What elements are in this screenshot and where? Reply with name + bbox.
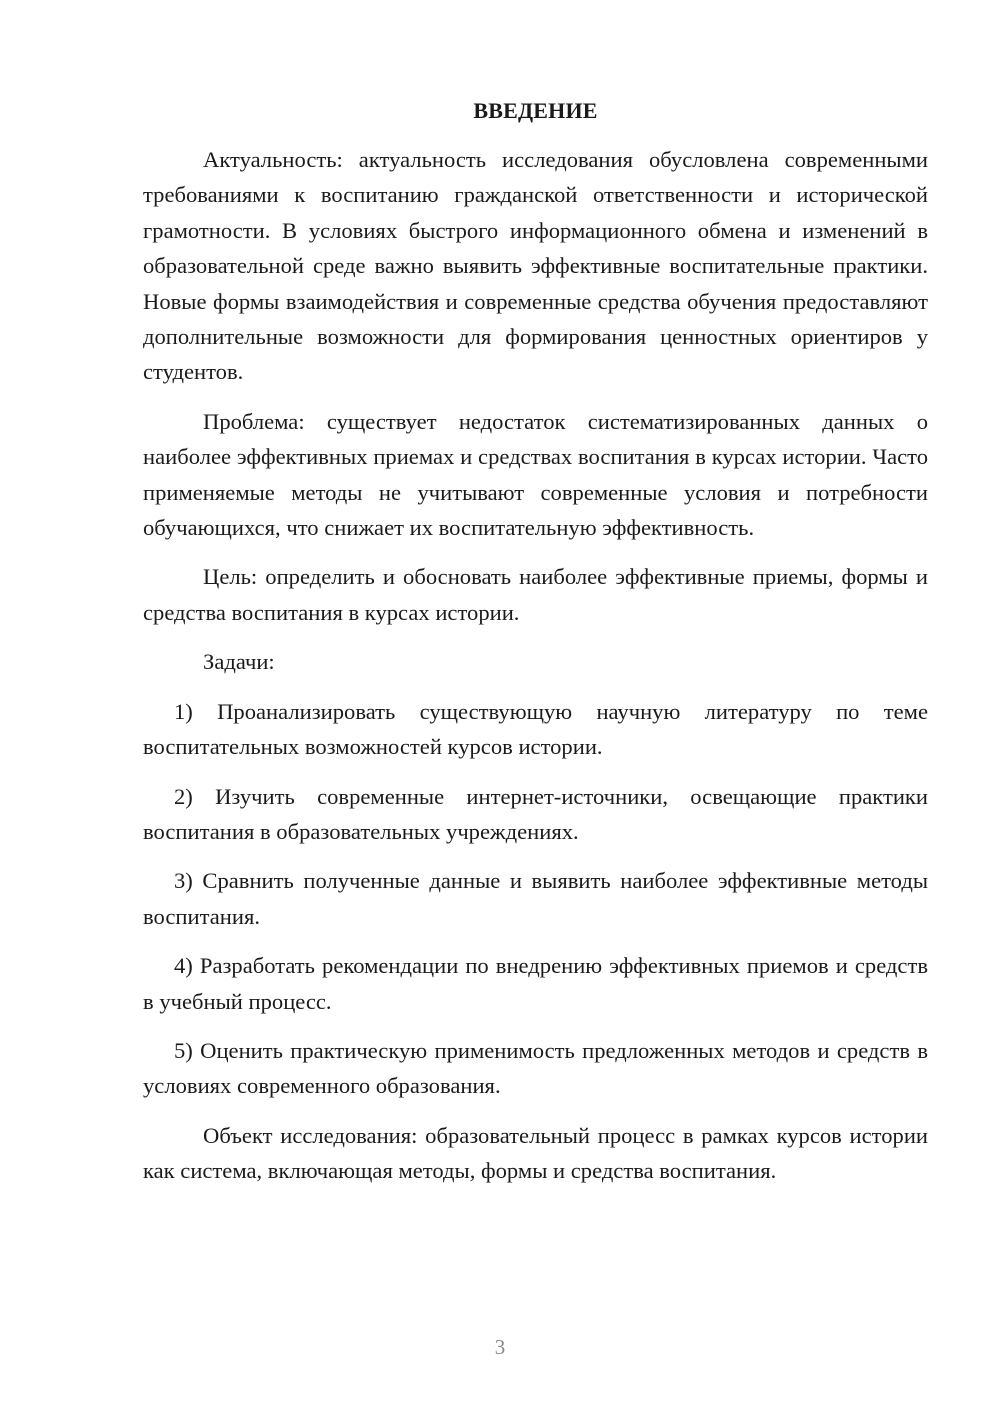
task-item-4: 4) Разработать рекомендации по внедрению эффективных приемов и средств в учебный процесс. <box>143 953 928 1014</box>
tasks-label: Задачи: <box>203 649 275 675</box>
page-title: ВВЕДЕНИЕ <box>473 98 598 123</box>
goal-paragraph: Цель: определить и обосновать наиболее эффективные приемы, формы и средства воспитания в курсах истории. <box>143 564 928 625</box>
relevance-paragraph: Актуальность: актуальность исследования обусловлена современными требованиями к воспитанию гражданской ответственности и исторической грамотности. В условиях быстрого информационного обмена и изменений в образовательной среде важно выявить эффективные воспитательные практики. Новые формы взаимодействия и современные средства обучения предоставляют дополнительные возможности для формирования ценностных ориентиров у студентов. <box>143 147 928 385</box>
task-item-5: 5) Оценить практическую применимость предложенных методов и средств в условиях современного образования. <box>143 1037 928 1099</box>
document-body <box>143 142 928 1203</box>
task-item-1: 1) Проанализировать существующую научную литературу по теме воспитательных возможностей курсов истории. <box>143 698 928 760</box>
task-item-3: 3) Сравнить полученные данные и выявить наиболее эффективные методы воспитания. <box>143 868 928 929</box>
page-number: 3 <box>494 1335 506 1359</box>
object-paragraph: Объект исследования: образовательный процесс в рамках курсов истории как система, включающая методы, формы и средства воспитания. <box>143 1122 928 1184</box>
problem-paragraph: Проблема: существует недостаток систематизированных данных о наиболее эффективных приемах и средствах воспитания в курсах истории. Часто применяемые методы не учитывают современные условия и потребности обучающихся, что снижает их воспитательную эффективность. <box>143 408 928 541</box>
task-item-2: 2) Изучить современные интернет-источники, освещающие практики воспитания в образовательных учреждениях. <box>143 783 928 844</box>
